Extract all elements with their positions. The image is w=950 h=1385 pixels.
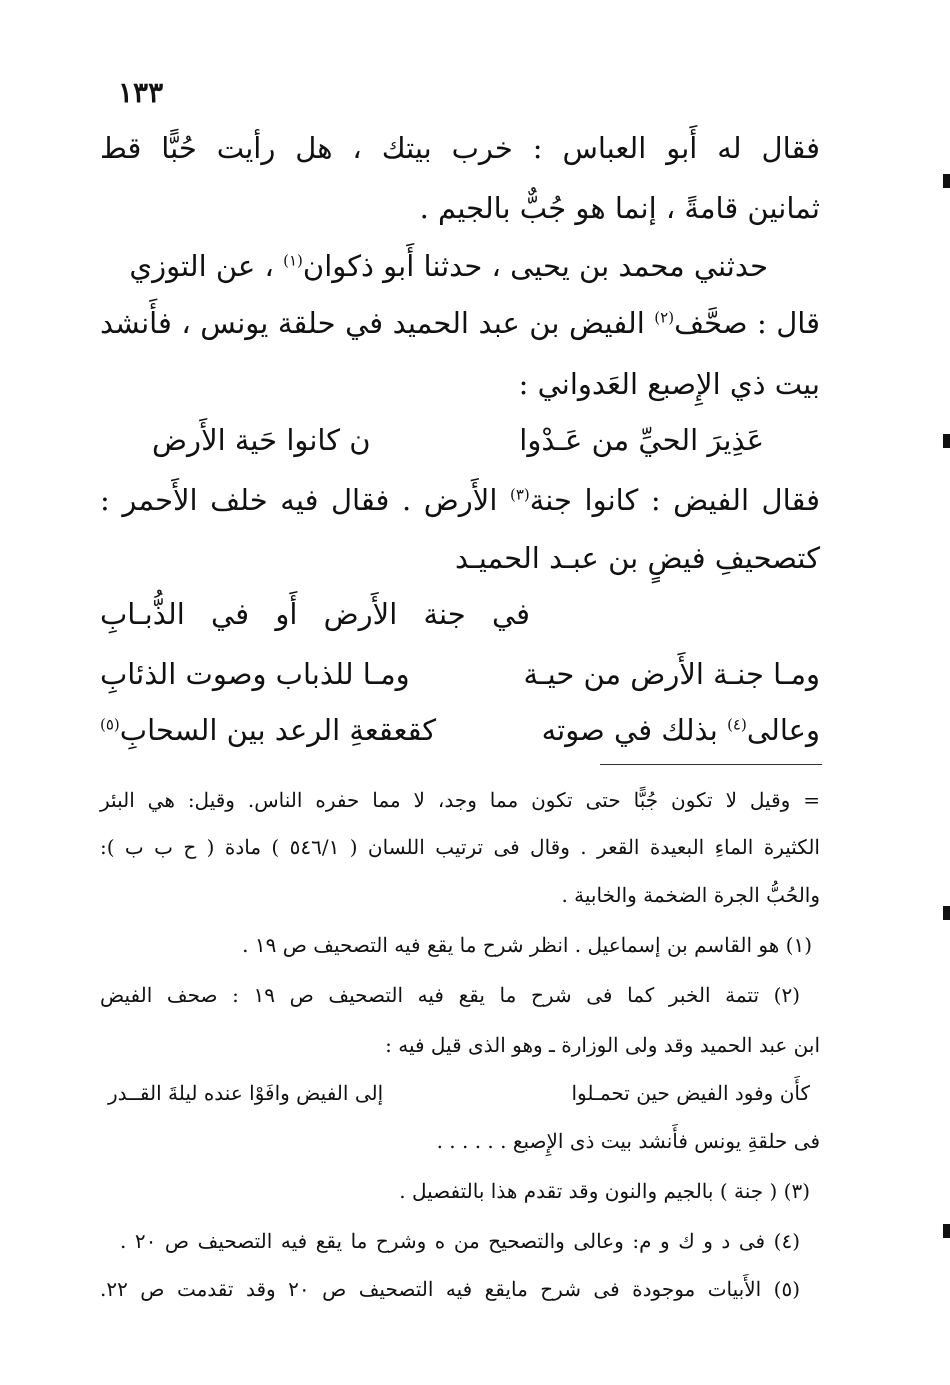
body-line-4: قال : صحَّف$^{(٢)}$ الفيض بن عبد الحميد في حلقة يونس ، فأَنشد — [100, 306, 820, 340]
verse-1-second-hemistich: ن كانوا حَية الأَرض — [152, 423, 371, 457]
body-line-3: حدثني محمد بن يحيى ، حدثنا أَبو ذكوان$^{(١)}$ ، عن التوزي — [129, 249, 768, 283]
footnote-2-verse-first: كأَن وفود الفيض حين تحمـلوا — [571, 1081, 810, 1105]
scan-edge-mark — [943, 906, 950, 920]
verse-1-first-hemistich: عَذِيرَ الحيِّ من عَـدْوا — [519, 423, 764, 457]
footnote-continuation-line-2: الكثيرة الماءِ البعيدة القعر . وقال فى ترتيب اللسان ( ٥٤٦/١ ) مادة ( ح ب ب ): — [100, 835, 820, 859]
footnote-ref-2: (٢) — [654, 308, 675, 327]
footnote-continuation-line-3: والحُبُّ الجرة الضخمة والخابية . — [561, 883, 820, 907]
verse-4-second-hemistich: كقعقعةِ الرعد بين السحابِ$^{(٥)}$ — [100, 713, 437, 747]
footnote-5: (٥) الأَبيات موجودة فى شرح مايقع فيه التصحيف ص ٢٠ وقد تقدمت ص ٢٢. — [100, 1277, 801, 1301]
footnote-ref-1: (١) — [283, 251, 303, 270]
footnote-continuation-line-1: = وقيل لا تكون جُبًّا حتى تكون مما وجد، لا مما حفره الناس. وقيل: هي البئر — [100, 788, 820, 812]
footnote-2-verse-second: إلى الفيض وافَوْا عنده ليلةَ القــدر — [108, 1081, 384, 1105]
verse-3-second-hemistich: ومـا للذباب وصوت الذئابِ — [100, 657, 410, 691]
footnote-separator — [600, 764, 822, 765]
page-number: ١٣٣ — [118, 76, 164, 109]
footnote-2-line-2: ابن عبد الحميد وقد ولى الوزارة ـ وهو الذى قيل فيه : — [385, 1033, 820, 1057]
verse-4-first-hemistich: وعالى$^{(٤)}$ بذلك في صوته — [541, 713, 820, 747]
footnote-ref-4: (٤) — [727, 715, 747, 734]
footnote-ref-5: (٥) — [100, 715, 120, 734]
body-line-7: فقال الفيض : كانوا جنة$^{(٣)}$ الأَرض . فقال فيه خلف الأَحمر : — [100, 483, 820, 517]
footnote-1: (١) هو القاسم بن إسماعيل . انظر شرح ما يقع فيه التصحيف ص ١٩ . — [242, 933, 812, 957]
footnote-4: (٤) فى د و ك و م: وعالى والتصحيح من ه وشرح ما يقع فيه التصحيف ص ٢٠ . — [120, 1229, 800, 1253]
scan-edge-mark — [943, 1224, 950, 1238]
scan-edge-mark — [943, 434, 950, 448]
scan-edge-mark — [943, 174, 950, 188]
footnote-2-line-1: (٢) تتمة الخبر كما فى شرح ما يقع فيه التصحيف ص ١٩ : صحف الفيض — [100, 983, 800, 1007]
footnote-ref-3: (٣) — [509, 485, 530, 504]
body-line-1: فقال له أَبو العباس : خرب بيتك ، هل رأيت حُبًّا قط — [100, 131, 820, 165]
body-line-2: ثمانين قامةً ، إنما هو جُبٌّ بالجيم . — [419, 191, 820, 225]
footnote-2-line-3: فى حلقةِ يونس فأَنشد بيت ذى الإِصبع . . . . . . — [436, 1129, 820, 1153]
verse-2-second-hemistich: في جنة الأَرض أَو في الذُّبـابِ — [100, 597, 530, 631]
body-line-5: بيت ذي الإِصبع العَدواني : — [518, 367, 820, 401]
verse-2-first-hemistich: كتصحيفِ فيضٍ بن عبـد الحميـد — [455, 541, 820, 575]
footnote-3: (٣) ( جنة ) بالجيم والنون وقد تقدم هذا بالتفصيل . — [399, 1179, 810, 1203]
verse-3-first-hemistich: ومـا جنـة الأَرض من حيـة — [523, 657, 820, 691]
